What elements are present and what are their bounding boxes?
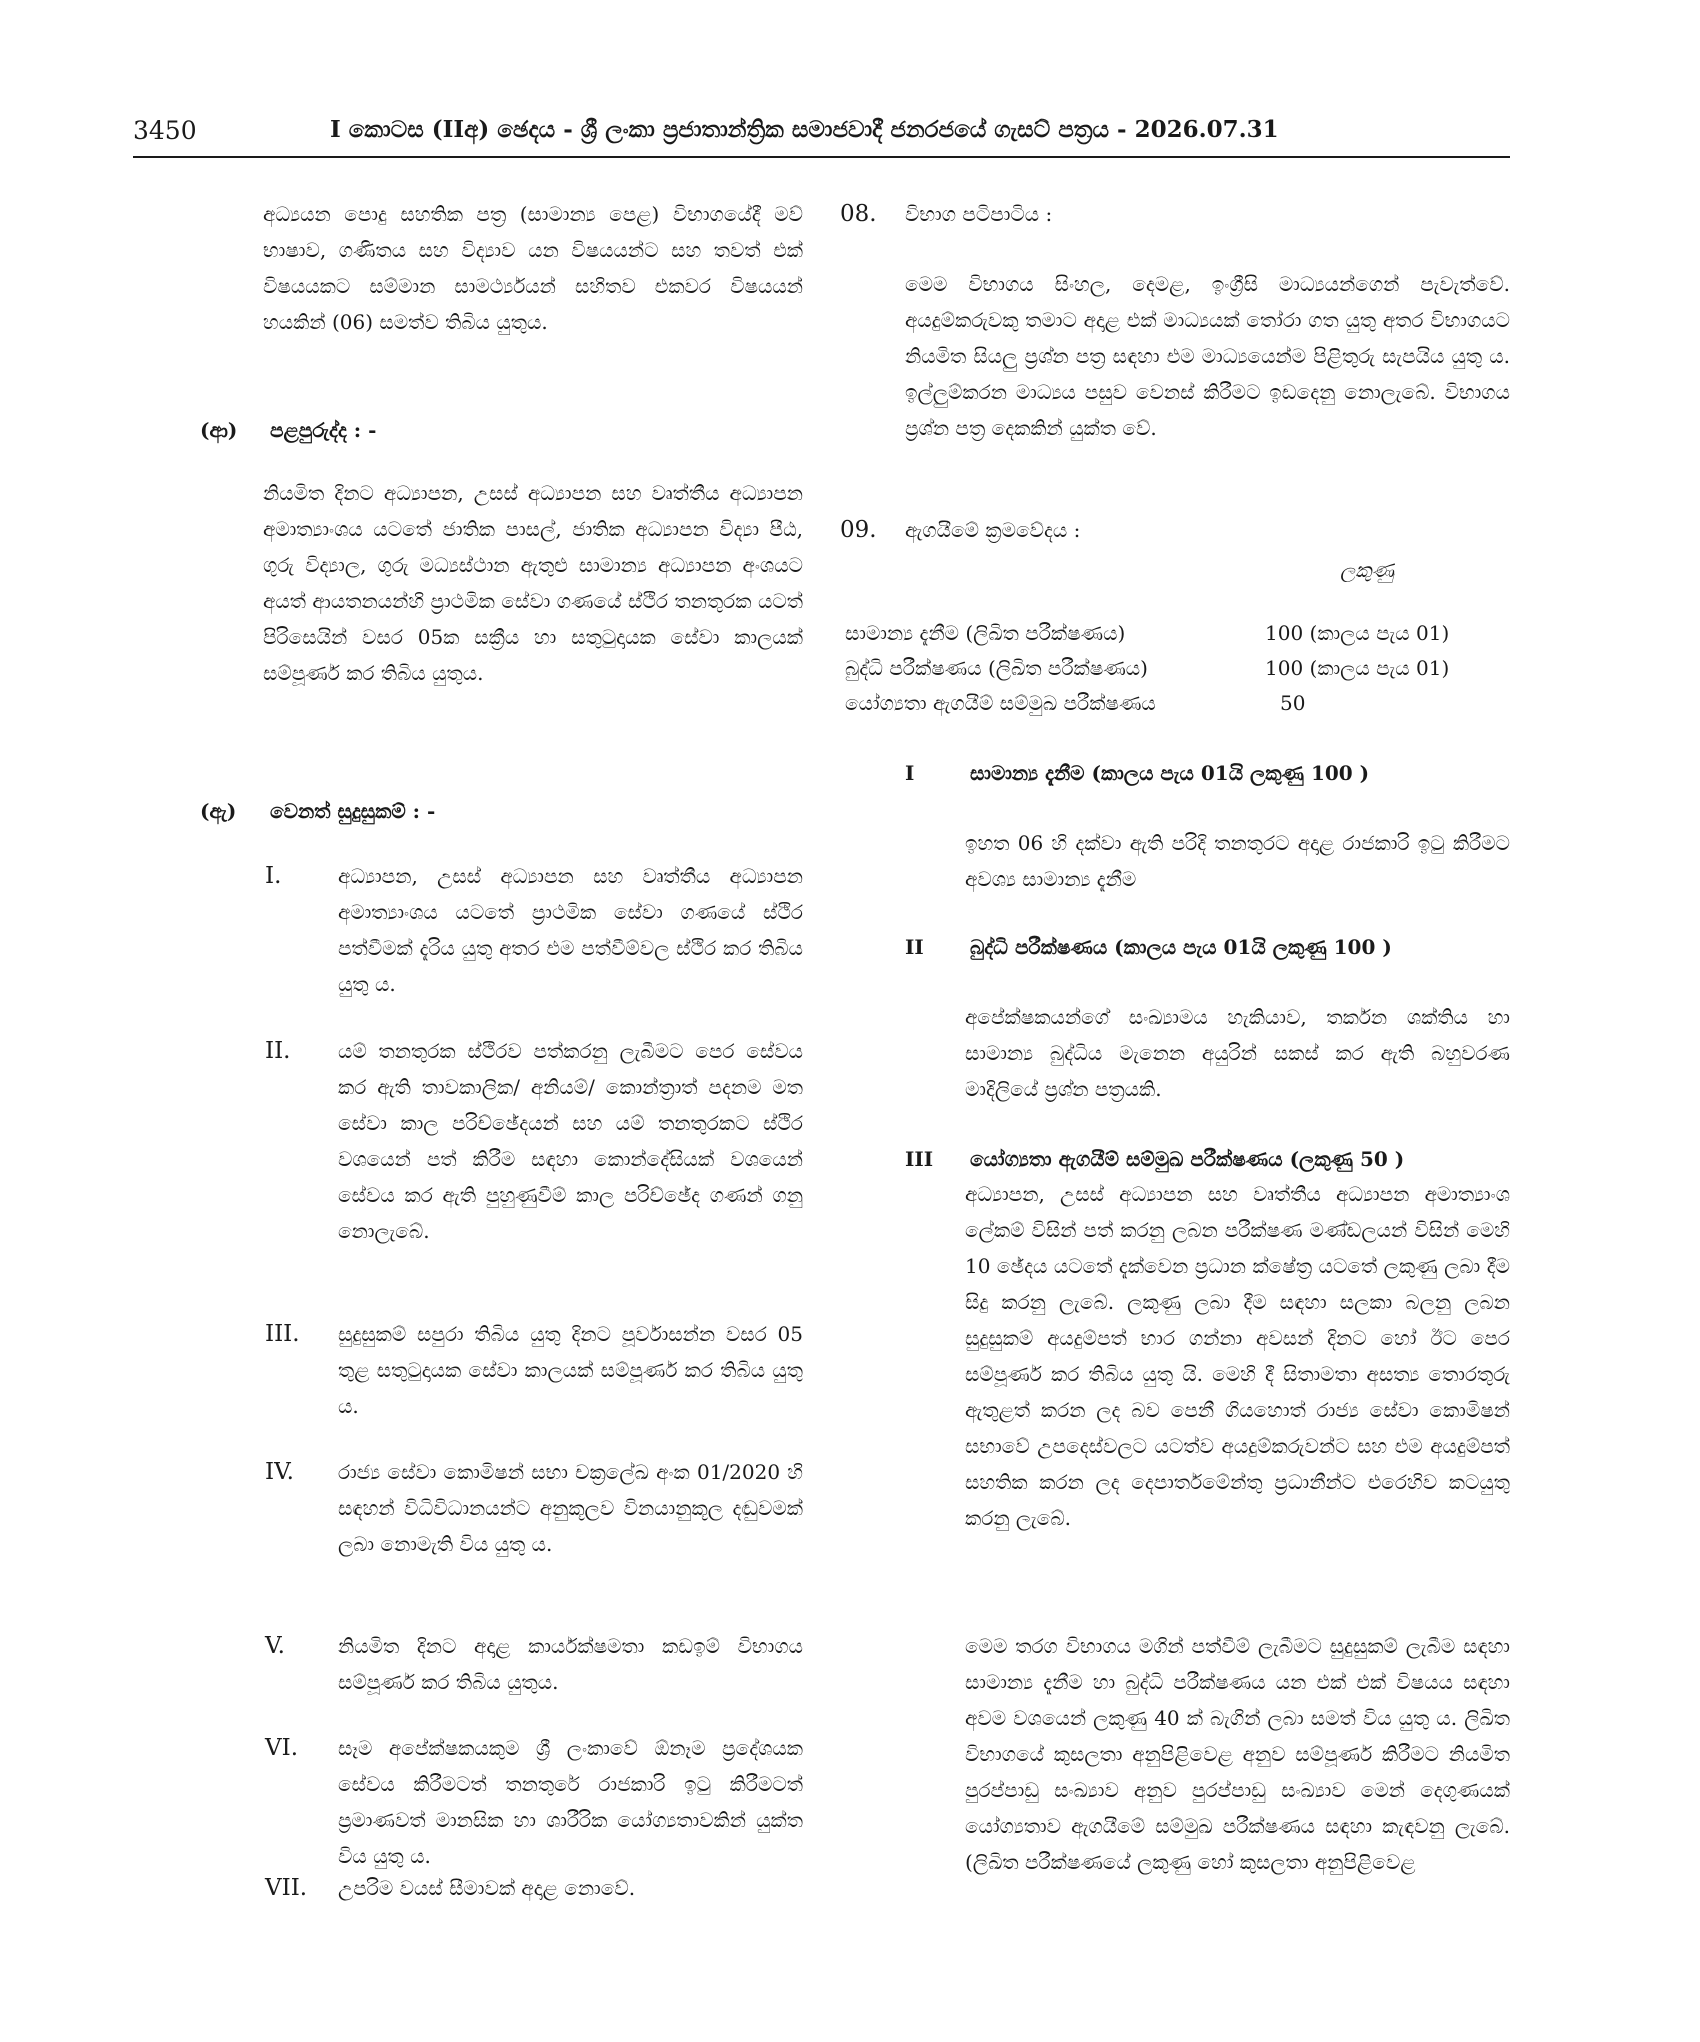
item-1-text: අධ්‍යාපන, උසස් අධ්‍යාපන සහ වෘත්තීය අධ්‍යාපන අමාත්‍යාංශය යටතේ ප්‍රාථමික සේවා ගණයේ ස්ථිර පත්වීමක් දැරිය යුතු අතර එම පත්වීම්වල ස්ථිර කර තිබිය යුතු ය. (338, 864, 803, 996)
marks-row-3-label: යෝග්‍යතා ඇගයීම් සම්මුඛ පරීක්ෂණය (845, 691, 1156, 715)
marks-row-1-label: සාමාන්‍ය දැනීම (ලිඛිත පරීක්ෂණය) (845, 621, 1126, 645)
marks-row-2-label: බුද්ධි පරීක්ෂණය (ලිඛිත පරීක්ෂණය) (845, 656, 1148, 680)
header-rule (133, 156, 1510, 158)
marks-column-header: ලකුණු (1340, 558, 1394, 582)
intro-paragraph: අධ්‍යයන පොදු සහතික පත්‍ර (සාමාන්‍ය පෙළ) විභාගයේදී මව් භාෂාව, ගණිතය සහ විද්‍යාව යන විෂයයන්ට සහ තවත් එක් විෂයයකට සම්මාන සාමර්ථ්‍යයන් සහිතව එකවර විෂයයන් හයකින් (06) සමත්ව තිබිය යුතුය. (263, 202, 803, 334)
item-3-number: III. (265, 1321, 300, 1347)
page-number: 3450 (133, 116, 197, 145)
item-7-number: VII. (265, 1875, 308, 1901)
section-ae-marker: (ඇ) (200, 799, 237, 823)
subsection-1-title: සාමාන්‍ය දැනීම (කාලය පැය 01යි ලකුණු 100 ) (970, 761, 1370, 785)
item-3-text: සුදුසුකම් සපුරා තිබිය යුතු දිනට පූර්වාසන්න වසර 05 තුළ සතුටුදායක සේවා කාලයක් සම්පූර්ණ කර තිබිය යුතු ය. (338, 1322, 803, 1418)
subsection-3-body-continued: මෙම තරග විභාගය මගින් පත්වීම් ලැබීමට සුදුසුකම් ලැබීම සඳහා සාමාන්‍ය දැනීම හා බුද්ධි පරීක්ෂණය යන එක් එක් විෂයය සඳහා අවම වශයෙන් ලකුණු 40 ක් බැගින් ලබා සමත් විය යුතු ය. ලිඛිත විභාගයේ කුසලතා අනුපිළිවෙළ අනුව සම්පූර්ණ කිරීමට නියමිත පුරප්පාඩු සංඛ්‍යාව අනුව පුරප්පාඩු සංඛ්‍යාව මෙන් දෙගුණයක් යෝග්‍යතාව ඇගයීමේ සම්මුඛ පරීක්ෂණය සඳහා කැඳවනු ලැබේ. (ලිඛිත පරීක්ෂණයේ ලකුණු හෝ කුසලතා අනුපිළිවෙළ (965, 1634, 1510, 1874)
item-2-text: යම් තනතුරක ස්ථිරව පත්කරනු ලැබීමට පෙර සේවය කර ඇති තාවකාලික/ අනියම්/ කොන්ත්‍රාත් පදනම මත සේවා කාල පරිච්ඡේදයන් සහ යම් තනතුරකට ස්ථිර වශයෙන් පත් කිරීම සඳහා කොන්දේසියක් වශයෙන් සේවය කර ඇති පුහුණුවීම් කාල පරිච්ඡේද ගණන් ගනු නොලැබේ. (338, 1039, 803, 1243)
subsection-2-body: අපේක්ෂකයන්ගේ සංඛ්‍යාමය හැකියාව, තර්කන ශක්තිය හා සාමාන්‍ය බුද්ධිය මැනෙන අයුරින් සකස් කර ඇති බහුවරණ මාදිලියේ ප්‍රශ්න පත්‍රයකි. (965, 1005, 1510, 1101)
section-08-title: විභාග පටිපාටිය : (905, 202, 1053, 226)
subsection-1-number: I (905, 761, 915, 785)
marks-row-2-value: 100 (කාලය පැය 01) (1265, 656, 1450, 680)
section-aa-title: පළපුරුද්ද : - (270, 418, 377, 442)
section-aa-body: නියමිත දිනට අධ්‍යාපන, උසස් අධ්‍යාපන සහ වෘත්තීය අධ්‍යාපන අමාත්‍යාංශය යටතේ ජාතික පාසල්, ජාතික අධ්‍යාපන විද්‍යා පීඨ, ගුරු විද්‍යාල, ගුරු මධ්‍යස්ථාන ඇතුළු සාමාන්‍ය අධ්‍යාපන අංශයට අයත් ආයතනයන්හි ප්‍රාථමික සේවා ගණයේ ස්ථිර තනතුරක යටත් පිරිසෙයින් වසර 05ක සක්‍රීය හා සතුටුදායක සේවා කාලයක් සම්පූර්ණ කර තිබිය යුතුය. (263, 481, 803, 685)
subsection-3-number: III (905, 1147, 934, 1171)
subsection-3-title: යෝග්‍යතා ඇගයීම් සම්මුඛ පරීක්ෂණය (ලකුණු 50 ) (970, 1147, 1405, 1171)
item-6-number: VI. (265, 1735, 299, 1761)
marks-row-1-value: 100 (කාලය පැය 01) (1265, 621, 1450, 645)
item-5-number: V. (265, 1633, 285, 1659)
item-6-text: සෑම අපේක්ෂකයකුම ශ්‍රී ලංකාවේ ඕනෑම ප්‍රදේශයක සේවය කිරීමටත් තනතුරේ රාජකාරි ඉටු කිරීමටත් ප්‍රමාණවත් මානසික හා ශාරීරික යෝග්‍යතාවකින් යුක්ත විය යුතු ය. (338, 1736, 803, 1868)
item-2-number: II. (265, 1038, 291, 1064)
section-08-body: මෙම විභාගය සිංහල, දෙමළ, ඉංග්‍රීසි මාධ්‍යයන්ගෙන් පැවැත්වේ. අයදුම්කරුවකු තමාට අදාළ එක් මාධ්‍යයක් තෝරා ගත යුතු අතර විභාගයට නියමිත සියලු ප්‍රශ්න පත්‍ර සඳහා එම මාධ්‍යයෙන්ම පිළිතුරු සැපයිය යුතු ය. ඉල්ලුම්කරන මාධ්‍යය පසුව වෙනස් කිරීමට ඉඩදෙනු නොලැබේ. විභාගය ප්‍රශ්න පත්‍ර දෙකකින් යුක්ත වේ. (905, 272, 1510, 440)
item-1-number: I. (265, 863, 282, 889)
item-5-text: නියමිත දිනට අදාළ කාර්යක්ෂමතා කඩඉම් විභාගය සම්පූර්ණ කර තිබිය යුතුය. (338, 1634, 803, 1694)
item-4-text: රාජ්‍ය සේවා කොමිෂන් සභා චක්‍රලේඛ අංක 01/2020 හි සඳහන් විධිවිධානයන්ට අනුකූලව විනයානුකූල දඬුවමක් ලබා නොමැති විය යුතු ය. (338, 1460, 803, 1556)
subsection-3-body: අධ්‍යාපන, උසස් අධ්‍යාපන සහ වෘත්තීය අධ්‍යාපන අමාත්‍යාංශ ලේකම් විසින් පත් කරනු ලබන පරීක්ෂණ මණ්ඩලයන් විසින් මෙහි 10 ඡේදය යටතේ දැක්වෙන ප්‍රධාන ක්ෂේත්‍ර යටතේ ලකුණු ලබා දීම සිදු කරනු ලැබේ. ලකුණු ලබා දීම සඳහා සලකා බලනු ලබන සුදුසුකම් අයදුම්පත් භාර ගන්නා අවසන් දිනට හෝ ඊට පෙර සම්පූර්ණ කර තිබිය යුතු යි. මෙහි දී සිතාමතා අසත්‍ය තොරතුරු ඇතුළත් කරන ලද බව පෙනී ගියහොත් රාජ්‍ය සේවා කොමිෂන් සභාවේ උපදෙස්වලට යටත්ව අයදුම්කරුවන්ට සහ එම අයදුම්පත් සහතික කරන ලද දෙපාර්තමේන්තු ප්‍රධානීන්ට එරෙහිව කටයුතු කරනු ලැබේ. (965, 1182, 1510, 1530)
section-ae-title: වෙනත් සුදුසුකම් : - (270, 799, 436, 823)
item-7-text: උපරිම වයස් සීමාවක් අදාළ නොවේ. (338, 1876, 636, 1900)
section-09-title: ඇගයීමේ ක්‍රමවේදය : (905, 518, 1081, 542)
marks-row-3-value: 50 (1280, 691, 1306, 715)
section-09-number: 09. (840, 517, 877, 543)
subsection-2-title: බුද්ධි පරීක්ෂණය (කාලය පැය 01යි ලකුණු 100 ) (970, 935, 1392, 959)
item-4-number: IV. (265, 1459, 294, 1485)
subsection-2-number: II (905, 935, 924, 959)
section-aa-marker: (ආ) (200, 418, 238, 442)
running-head: I කොටස (IIඅ) ඡෙදය - ශ්‍රී ලංකා ප්‍රජාතාන්ත්‍රික සමාජවාදී ජනරජයේ ගැසට් පත්‍රය - 2026.07.31 (330, 116, 1279, 143)
subsection-1-body: ඉහත 06 හි දක්වා ඇති පරිදි තනතුරට අදාළ රාජකාරි ඉටු කිරීමට අවශ්‍ය සාමාන්‍ය දැනීම (965, 831, 1510, 891)
section-08-number: 08. (840, 201, 877, 227)
